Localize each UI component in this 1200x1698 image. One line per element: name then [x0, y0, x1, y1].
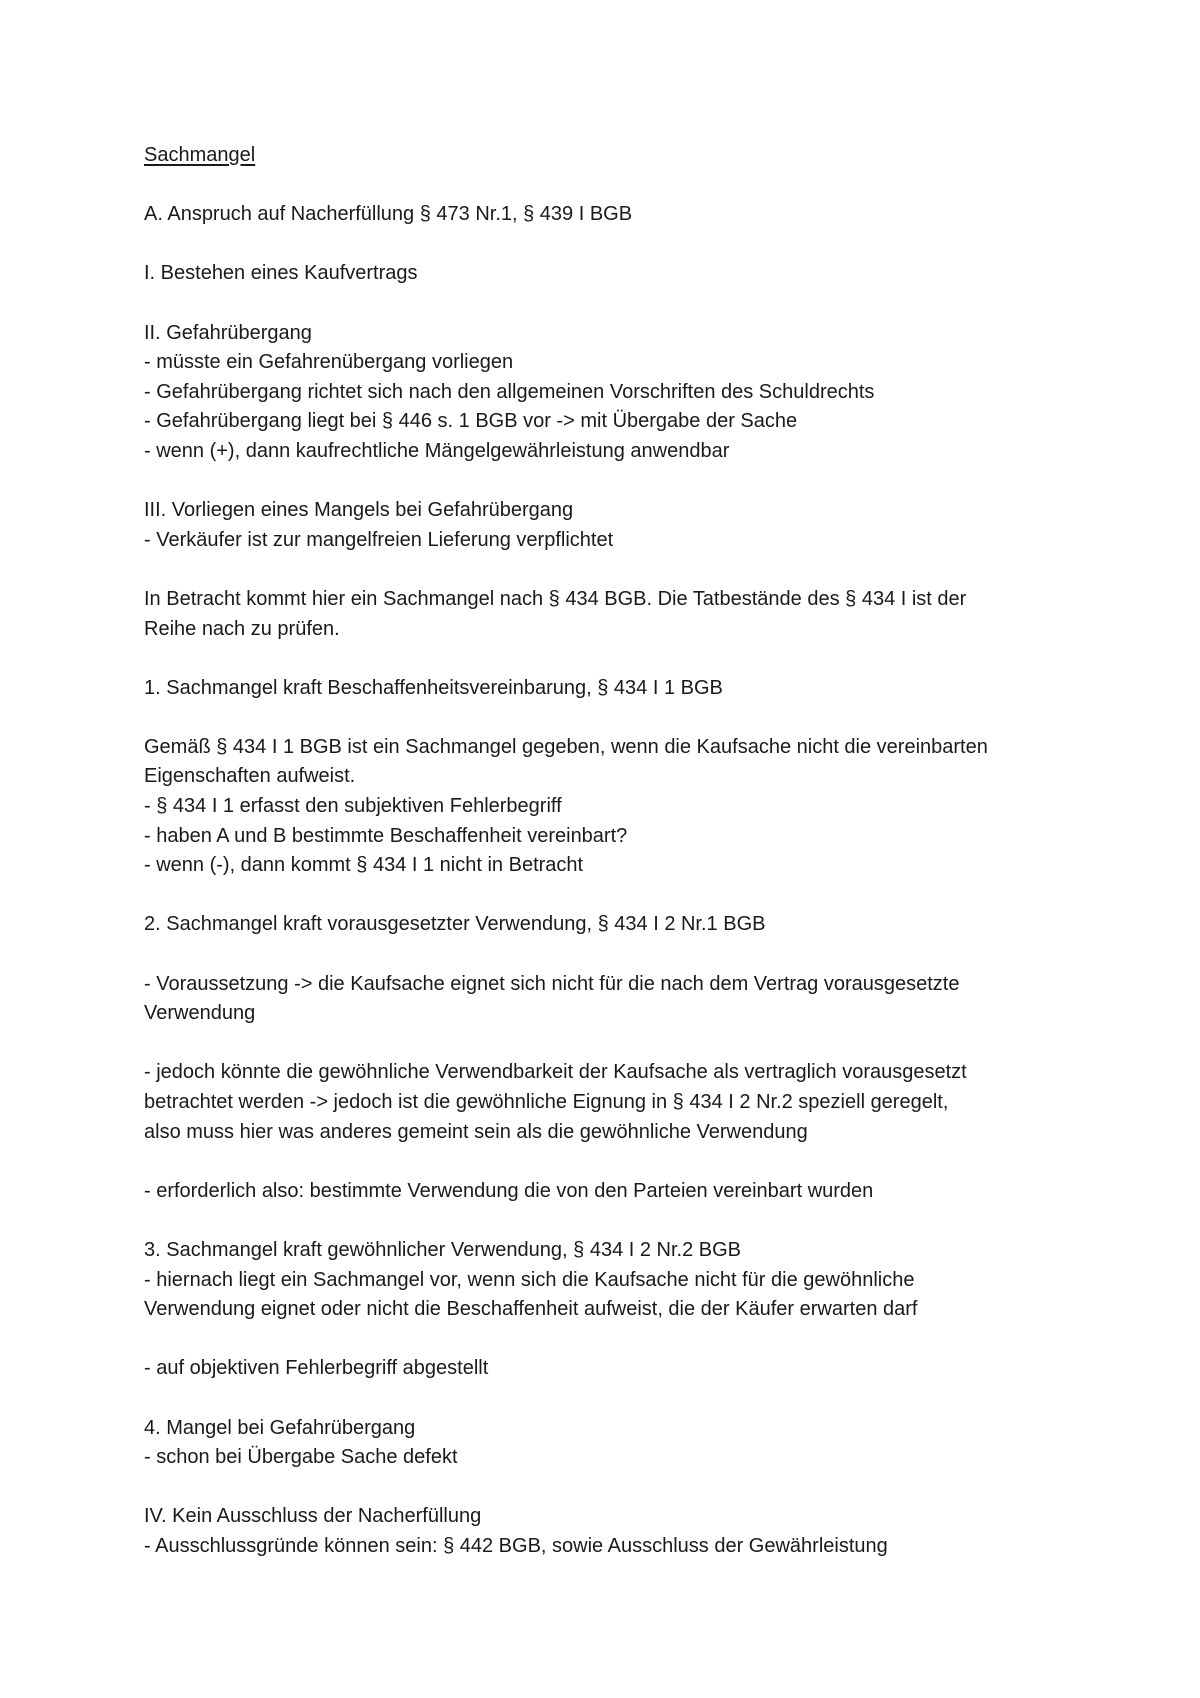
text-line: - jedoch könnte die gewöhnliche Verwendbarkeit der Kaufsache als vertraglich vorausgesetzt [144, 1061, 967, 1084]
text-line: - hiernach liegt ein Sachmangel vor, wenn sich die Kaufsache nicht für die gewöhnliche [144, 1268, 915, 1291]
text-line: Verwendung eignet oder nicht die Beschaffenheit aufweist, die der Käufer erwarten darf [144, 1298, 918, 1321]
text-line: - erforderlich also: bestimmte Verwendung die von den Parteien vereinbart wurden [144, 1179, 874, 1202]
text-line: Verwendung [144, 1002, 256, 1025]
spacer [144, 644, 1074, 674]
section-4-heading: IV. Kein Ausschluss der Nacherfüllung [144, 1505, 482, 1528]
section-1-heading: I. Bestehen eines Kaufvertrags [144, 262, 418, 285]
spacer [144, 1473, 1074, 1503]
spacer [144, 940, 1074, 970]
text-line: - haben A und B bestimmte Beschaffenheit vereinbart? [144, 824, 628, 847]
section-3-heading: III. Vorliegen eines Mangels bei Gefahrübergang [144, 499, 574, 522]
heading-a: A. Anspruch auf Nacherfüllung § 473 Nr.1, § 439 I BGB [144, 203, 633, 226]
subsection-3-heading: 3. Sachmangel kraft gewöhnlicher Verwendung, § 434 I 2 Nr.2 BGB [144, 1238, 742, 1261]
text-line: - müsste ein Gefahrenübergang vorliegen [144, 351, 514, 374]
text-line: In Betracht kommt hier ein Sachmangel nach § 434 BGB. Die Tatbestände des § 434 I ist der [144, 587, 967, 610]
text-line: also muss hier was anderes gemeint sein als die gewöhnliche Verwendung [144, 1120, 808, 1143]
spacer [144, 881, 1074, 911]
spacer [144, 703, 1074, 733]
text-line: - Gefahrübergang richtet sich nach den allgemeinen Vorschriften des Schuldrechts [144, 380, 875, 403]
spacer [144, 1147, 1074, 1177]
spacer [144, 1384, 1074, 1414]
text-line: - auf objektiven Fehlerbegriff abgestellt [144, 1357, 489, 1380]
text-line: Eigenschaften aufweist. [144, 765, 356, 788]
document-page [144, 141, 1074, 1562]
text-line: - Verkäufer ist zur mangelfreien Lieferung verpflichtet [144, 528, 614, 551]
text-line: - schon bei Übergabe Sache defekt [144, 1446, 458, 1469]
text-line: - § 434 I 1 erfasst den subjektiven Fehlerbegriff [144, 795, 562, 818]
text-line: - Gefahrübergang liegt bei § 446 s. 1 BGB vor -> mit Übergabe der Sache [144, 410, 798, 433]
subsection-4-heading: 4. Mangel bei Gefahrübergang [144, 1416, 416, 1439]
spacer [144, 289, 1074, 319]
spacer [144, 230, 1074, 260]
text-line: - wenn (-), dann kommt § 434 I 1 nicht in Betracht [144, 854, 584, 877]
spacer [144, 1206, 1074, 1236]
section-2-heading: II. Gefahrübergang [144, 321, 312, 344]
spacer [144, 1029, 1074, 1059]
subsection-1-heading: 1. Sachmangel kraft Beschaffenheitsvereinbarung, § 434 I 1 BGB [144, 676, 723, 699]
text-line: betrachtet werden -> jedoch ist die gewöhnliche Eignung in § 434 I 2 Nr.2 speziell geregelt, [144, 1091, 949, 1113]
text-line: Reihe nach zu prüfen. [144, 617, 340, 640]
text-line: - Ausschlussgründe können sein: § 442 BGB, sowie Ausschluss der Gewährleistung [144, 1534, 888, 1557]
spacer [144, 467, 1074, 497]
text-line: Gemäß § 434 I 1 BGB ist ein Sachmangel gegeben, wenn die Kaufsache nicht die vereinbarten [144, 735, 988, 758]
document-title: Sachmangel [144, 144, 256, 166]
subsection-2-heading: 2. Sachmangel kraft vorausgesetzter Verwendung, § 434 I 2 Nr.1 BGB [144, 913, 766, 936]
text-line: - wenn (+), dann kaufrechtliche Mängelgewährleistung anwendbar [144, 439, 730, 462]
text-line: - Voraussetzung -> die Kaufsache eignet sich nicht für die nach dem Vertrag vorausgesetzte [144, 972, 960, 995]
spacer [144, 555, 1074, 585]
spacer [144, 1325, 1074, 1355]
spacer [144, 171, 1074, 201]
